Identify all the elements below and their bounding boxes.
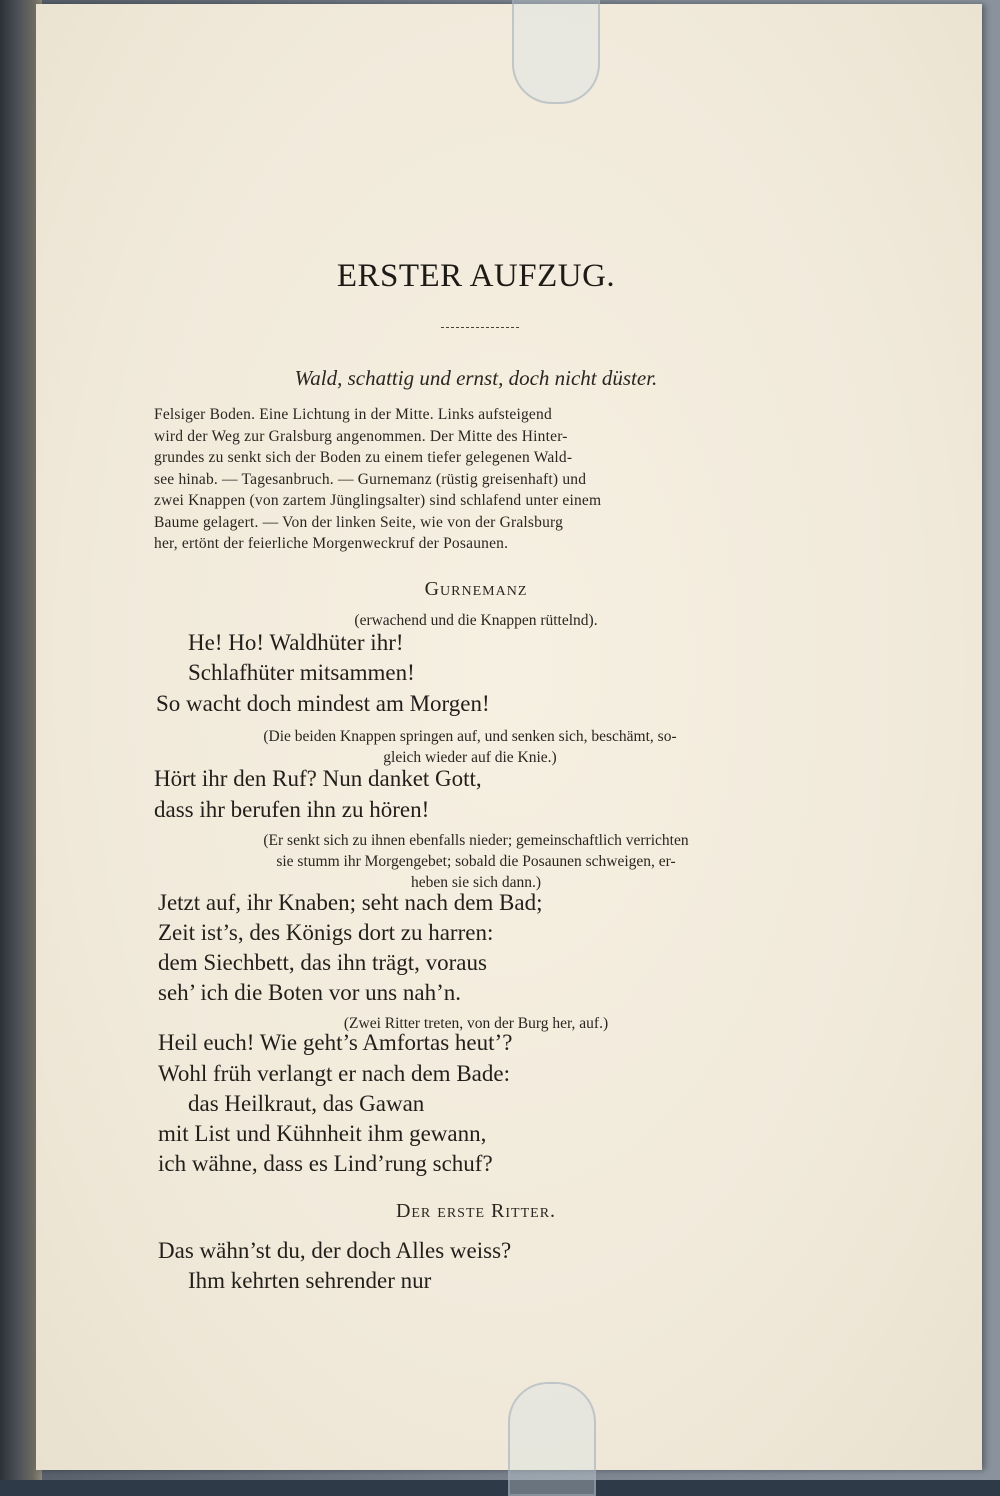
stage-direction <box>154 404 794 555</box>
stage-line: her, ertönt der feierliche Morgenweckruf der Posaunen. <box>154 535 509 552</box>
page-title: ERSTER AUFZUG. <box>336 258 616 294</box>
stage-line: see hinab. — Tagesanbruch. — Gurnemanz (rüstig greisenhaft) und <box>154 470 587 488</box>
verse-line: Heil euch! Wie geht’s Amfortas heut’? <box>158 1030 513 1055</box>
plastic-clip-bottom <box>508 1382 596 1496</box>
book-page <box>36 4 982 1470</box>
stage-line: zwei Knappen (von zartem Jünglingsalter) sind schlafend unter einem <box>154 492 602 509</box>
direction-1: (erwachend und die Knappen rüttelnd). <box>354 612 598 629</box>
verse-line: Das wähn’st du, der doch Alles weiss? <box>158 1238 512 1263</box>
direction-2-line: (Die beiden Knappen springen auf, und senken sich, beschämt, so- <box>263 728 677 745</box>
stage-line: Felsiger Boden. Eine Lichtung in der Mitte. Links aufsteigend <box>154 406 552 423</box>
verse-line: Wohl früh verlangt er nach dem Bade: <box>158 1061 510 1086</box>
speaker-first-knight: Der erste Ritter. <box>395 1200 557 1222</box>
speaker-gurnemanz: Gurnemanz <box>424 578 528 600</box>
stage-line: Baume gelagert. — Von der linken Seite, wie von der Gralsburg <box>154 513 564 531</box>
stage-line: grundes zu senkt sich der Boden zu einem tiefer gelegenen Wald- <box>154 449 573 466</box>
verse-line: Hört ihr den Ruf? Nun danket Gott, <box>154 766 482 791</box>
verse-line: He! Ho! Waldhüter ihr! <box>188 630 404 655</box>
direction-3-line: heben sie sich dann.) <box>411 874 541 891</box>
verse-line: mit List und Kühnheit ihm gewann, <box>158 1121 487 1146</box>
verse-line: Ihm kehrten sehrender nur <box>188 1268 432 1293</box>
scene-subtitle: Wald, schattig und ernst, doch nicht düster. <box>294 366 658 390</box>
verse-line: So wacht doch mindest am Morgen! <box>156 691 490 716</box>
verse-line: ich wähne, dass es Lind’rung schuf? <box>158 1151 493 1176</box>
verse-line: das Heilkraut, das Gawan <box>188 1091 425 1116</box>
verse-line: seh’ ich die Boten vor uns nah’n. <box>158 980 461 1005</box>
verse-line: Jetzt auf, ihr Knaben; seht nach dem Bad; <box>158 890 543 915</box>
verse-line: Zeit ist’s, des Königs dort zu harren: <box>158 920 494 945</box>
title-ornament <box>441 327 519 332</box>
verse-line: Schlafhüter mitsammen! <box>188 660 415 685</box>
direction-2-line: gleich wieder auf die Knie.) <box>383 749 557 766</box>
stage-line: wird der Weg zur Gralsburg angenommen. Der Mitte des Hinter- <box>154 427 568 445</box>
direction-3-line: (Er senkt sich zu ihnen ebenfalls nieder; gemeinschaftlich verrichten <box>263 832 689 849</box>
direction-4: (Zwei Ritter treten, von der Burg her, auf.) <box>343 1015 609 1032</box>
direction-3-line: sie stumm ihr Morgengebet; sobald die Posaunen schweigen, er- <box>276 853 676 870</box>
verse-line: dem Siechbett, das ihn trägt, voraus <box>158 950 487 975</box>
plastic-clip-top <box>512 0 600 104</box>
verse-line: dass ihr berufen ihn zu hören! <box>154 797 430 822</box>
